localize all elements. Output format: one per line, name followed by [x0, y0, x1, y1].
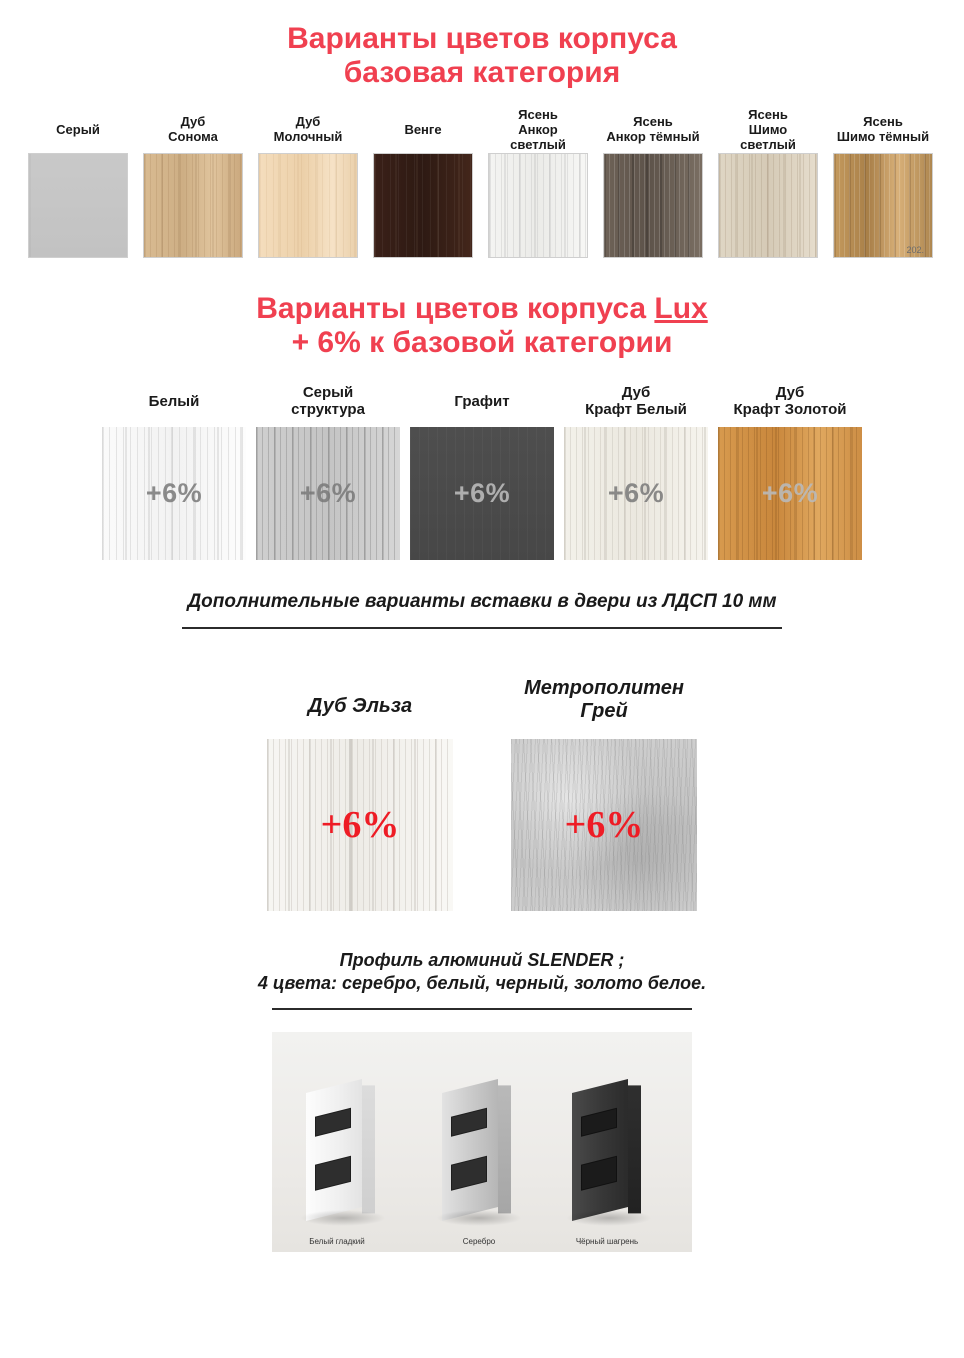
profile-caption-silver: Серебро — [462, 1236, 496, 1246]
divider-profile — [272, 1008, 692, 1010]
surcharge-badge: +6% — [453, 478, 511, 509]
swatch-label: Серый — [56, 121, 100, 137]
profile-bar-face — [572, 1079, 628, 1221]
lux-title-text: Варианты цветов корпуса — [256, 292, 655, 326]
swatch-tile[interactable] — [603, 153, 703, 258]
swatch-tile[interactable] — [410, 427, 554, 560]
swatch-label: Ясень Анкор светлый — [510, 106, 566, 152]
swatch-label: Ясень Шимо светлый — [740, 106, 796, 152]
surcharge-badge: +6% — [145, 478, 203, 509]
profile-bar-shadow — [300, 1210, 386, 1226]
profile-bar-face — [306, 1079, 362, 1221]
base-swatch-row — [28, 107, 964, 258]
page-title-base — [0, 22, 964, 89]
swatch-tile[interactable] — [833, 153, 933, 258]
swatch-label: Дуб Сонома — [168, 114, 218, 145]
profile-bar-body — [572, 1079, 628, 1221]
profile-bar-edge — [362, 1085, 375, 1213]
swatch-tile[interactable] — [143, 153, 243, 258]
profile-section-note: Профиль алюминий SLENDER ; 4 цвета: серебро, белый, черный, золото белое. — [257, 950, 707, 994]
swatch-tile[interactable] — [718, 153, 818, 258]
swatch-label: Метрополитен Грей — [524, 677, 684, 723]
swatch-tile[interactable] — [564, 427, 708, 560]
profile-bar-edge — [628, 1085, 641, 1213]
swatch-ash-ankor-light[interactable] — [488, 107, 588, 258]
swatch-oak-elza[interactable] — [267, 689, 453, 911]
swatch-grey[interactable] — [28, 107, 128, 258]
profile-bar-silver — [442, 1086, 498, 1214]
divider-insert — [182, 627, 782, 629]
swatch-label: Ясень Шимо тёмный — [836, 114, 930, 145]
swatch-white[interactable] — [102, 375, 246, 560]
profile-photo — [272, 1032, 692, 1252]
insert-swatch-row — [0, 677, 964, 911]
swatch-tile[interactable] — [488, 153, 588, 258]
swatch-tile[interactable] — [256, 427, 400, 560]
swatch-venge[interactable] — [373, 107, 473, 258]
profile-bar-edge — [498, 1085, 511, 1213]
swatch-metropolitan-grey[interactable] — [511, 677, 697, 911]
swatch-label: Серый структура — [291, 384, 365, 419]
profile-caption-black: Чёрный шагрень — [575, 1236, 639, 1246]
swatch-label: Дуб Молочный — [273, 114, 343, 145]
swatch-grey-structure[interactable] — [256, 375, 400, 560]
profile-bar-body — [306, 1079, 362, 1221]
swatch-label: Белый — [148, 392, 200, 410]
swatch-label: Дуб Эльза — [307, 694, 413, 717]
profile-bar-black — [572, 1086, 628, 1214]
page-title-lux — [0, 292, 964, 359]
swatch-oak-milk[interactable] — [258, 107, 358, 258]
watermark: 202. — [906, 245, 924, 256]
swatch-oak-kraft-gold[interactable] — [718, 375, 862, 560]
swatch-label: Дуб Крафт Белый — [585, 384, 687, 419]
swatch-tile[interactable] — [102, 427, 246, 560]
swatch-ash-shimo-light[interactable] — [718, 107, 818, 258]
swatch-oak-kraft-white[interactable] — [564, 375, 708, 560]
swatch-label: Венге — [404, 121, 442, 137]
page-title-lux-line2: + 6% к базовой категории — [291, 325, 673, 359]
swatch-tile[interactable] — [258, 153, 358, 258]
swatch-graphite[interactable] — [410, 375, 554, 560]
swatch-ash-ankor-dark[interactable] — [603, 107, 703, 258]
surcharge-badge: +6% — [607, 478, 665, 509]
swatch-tile[interactable] — [28, 153, 128, 258]
profile-bar-shadow — [566, 1210, 652, 1226]
lux-title-word: Lux — [654, 292, 708, 326]
swatch-oak-sonoma[interactable] — [143, 107, 243, 258]
surcharge-badge: +6% — [761, 478, 819, 509]
lux-swatch-row — [0, 375, 964, 560]
swatch-label: Графит — [454, 392, 510, 410]
surcharge-badge: +6% — [299, 478, 357, 509]
swatch-tile[interactable] — [718, 427, 862, 560]
profile-bar-face — [442, 1079, 498, 1221]
surcharge-badge: +6% — [564, 804, 644, 847]
swatch-ash-shimo-dark[interactable] — [833, 107, 933, 258]
surcharge-badge: +6% — [320, 804, 400, 847]
page-title-base-line1: Варианты цветов корпуса — [287, 22, 677, 55]
profile-caption-white: Белый гладкий — [309, 1236, 365, 1246]
swatch-tile[interactable] — [373, 153, 473, 258]
profile-bar-body — [442, 1079, 498, 1221]
profile-bar-shadow — [436, 1210, 522, 1226]
page-title-lux-line1 — [0, 292, 964, 326]
swatch-label: Ясень Анкор тёмный — [606, 114, 700, 145]
profile-bar-white — [306, 1086, 362, 1214]
insert-section-note: Дополнительные варианты вставки в двери из ЛДСП 10 мм — [187, 591, 777, 613]
page-title-base-line2: базовая категория — [343, 55, 621, 89]
swatch-tile[interactable] — [511, 739, 697, 911]
swatch-tile[interactable] — [267, 739, 453, 911]
swatch-label: Дуб Крафт Золотой — [733, 384, 847, 419]
